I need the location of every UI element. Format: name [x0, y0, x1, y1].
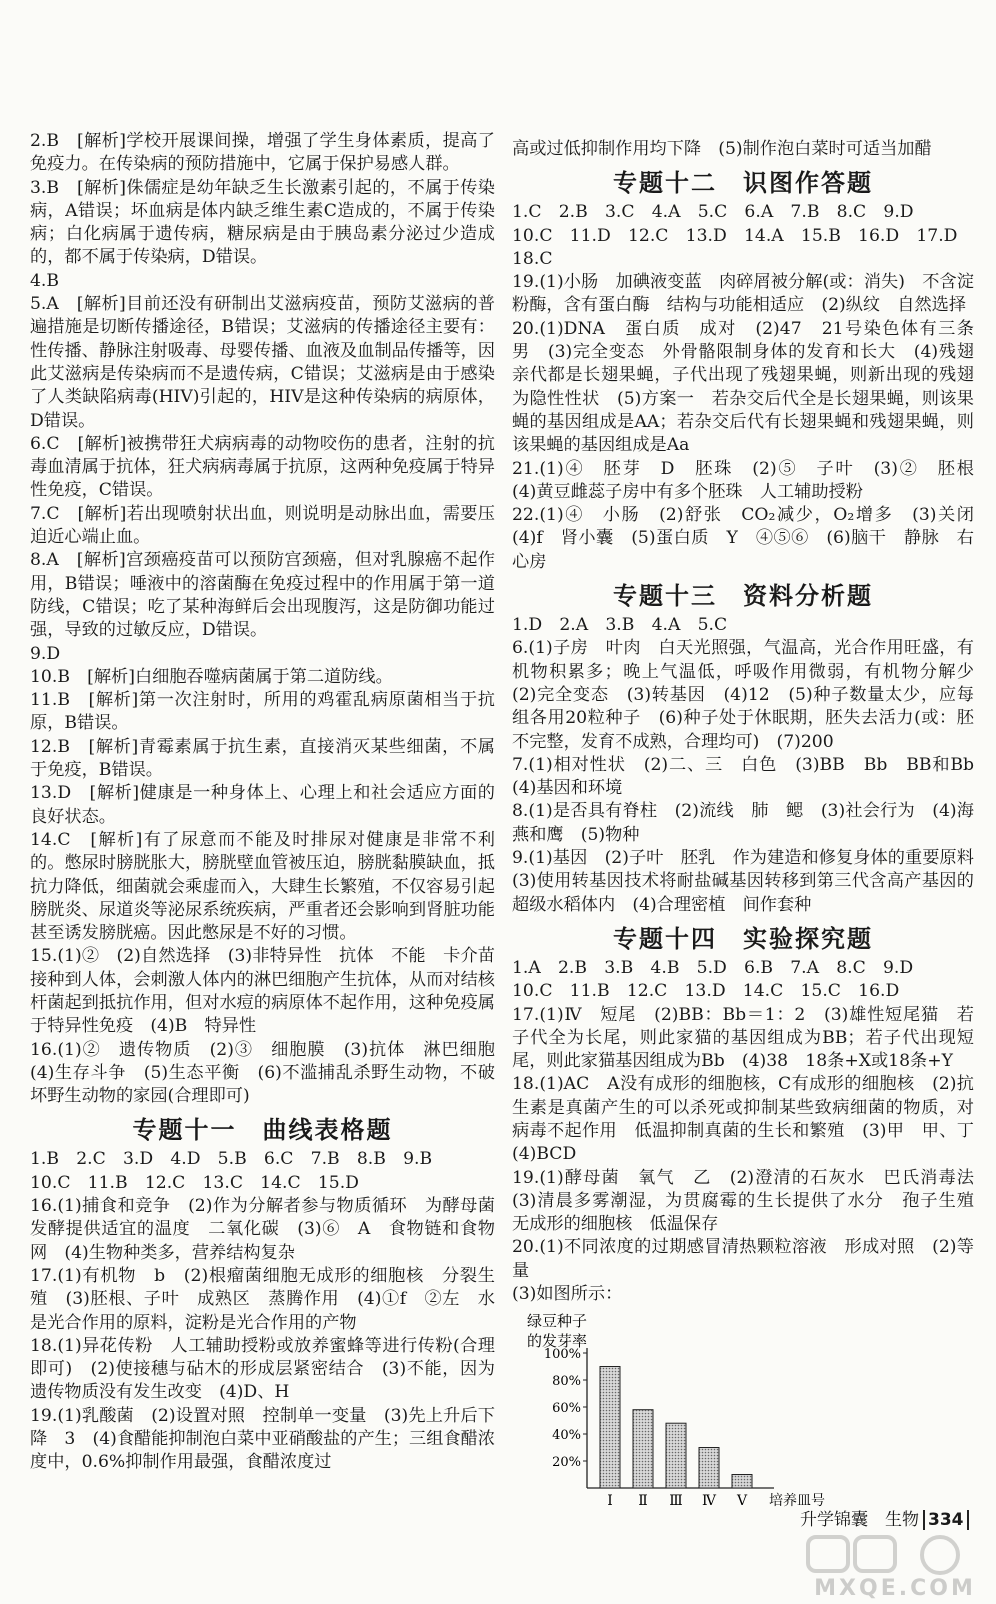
answer-item: 7.C [解析]若出现喷射状出血，则说明是动脉出血，需要压迫近心端止血。 [30, 503, 495, 548]
answer-item: 16.(1)捕食和竞争 (2)作为分解者参与物质循环 为酵母菌发酵提供适宜的温度 二氧化碳 (3)⑥ A 食物链和食物网 (4)生物种类多，营养结构复杂 [30, 1196, 495, 1263]
section-heading: 专题十二 识图作答题 [613, 169, 873, 198]
answer-item: 9.(1)基因 (2)子叶 胚乳 作为建造和修复身体的重要原料 (3)使用转基因技术将耐盐碱基因转移到第三代含高产基因的超级水稻体内 (4)合理密植 间作套种 [512, 848, 992, 915]
answer-item: 20.(1)DNA 蛋白质 成对 (2)47 21号染色体有三条 男 (3)完全变态 外骨骼限制身体的发育和长大 (4)残翅 亲代都是长翅果蝇，子代出现了残翅果蝇，则新出现的残翅为隐性性状 (5)方案一 若杂交后代全是长翅果蝇，则该果蝇的基因组成是AA；若杂交后代有长翅果蝇和残翅果蝇，则该果蝇的基因组成是Aa [512, 318, 992, 456]
answer-item: 6.(1)子房 叶肉 白天光照强，气温高，光合作用旺盛，有机物积累多；晚上气温低，呼吸作用微弱，有机物分解少 (2)完全变态 (3)转基因 (4)12 (5)种子数量太少，应每组各用20粒种子 (6)种子处于休眠期，胚失去活力(或：胚不完整，发育不成熟，合理均可) (7)200 [512, 638, 992, 752]
answer-item: 19.(1)小肠 加碘液变蓝 肉碎屑被分解(或：消失) 不含淀粉酶，含有蛋白酶 结构与功能相适应 (2)纵纹 自然选择 [512, 272, 974, 316]
answer-item: 21.(1)④ 胚芽 D 胚珠 (2)⑤ 子叶 (3)② 胚根 (4)黄豆雌蕊子房中有多个胚珠 人工辅助授粉 [512, 458, 992, 502]
y-tick-label: 80% [552, 1374, 581, 1390]
answer-item: 1.C 2.B 3.C 4.A 5.C 6.A 7.B 8.C 9.D [512, 202, 914, 223]
y-tick-label: 20% [552, 1455, 581, 1471]
answer-item: 7.(1)相对性状 (2)二、三 白色 (3)BB Bb BB和Bb (4)基因和环境 [512, 754, 992, 799]
section-heading: 专题十四 实验探究题 [613, 924, 873, 953]
answer-item: 高或过低抑制作用均下降 (5)制作泡白菜时可适当加醋 [512, 139, 932, 159]
answer-item: 13.D [解析]健康是一种身体上、心理上和社会适应方面的良好状态。 [30, 783, 495, 827]
answer-item: 19.(1)乳酸菌 (2)设置对照 控制单一变量 (3)先上升后下降 3 (4)食醋能抑制泡白菜中亚硝酸盐的产生；三组食醋浓度中，0.6%抑制作用最强，食醋浓度过 [30, 1405, 495, 1473]
y-axis-label-line2: 的发芽率 [526, 1332, 588, 1351]
answer-item: 19.(1)酵母菌 氧气 乙 (2)澄清的石灰水 巴氏消毒法 (3)清晨多雾潮湿，为贯腐霉的生长提供了水分 孢子生殖 无成形的细胞核 低温保存 [512, 1167, 992, 1235]
x-tick-label: Ⅴ [736, 1493, 748, 1510]
answer-item: 16.(1)② 遗传物质 (2)③ 细胞膜 (3)抗体 淋巴细胞 (4)生存斗争 (5)生态平衡 (6)不滥捕乱杀野生动物，不破坏野生动物的家园(合理即可) [30, 1039, 513, 1107]
answer-item: 5.A [解析]目前还没有研制出艾滋病疫苗，预防艾滋病的普遍措施是切断传播途径，B错误；艾滋病的传播途径主要有：性传播、静脉注射吸毒、母婴传播、血液及血制品传播等，因此艾滋病是传染病而不是遗传病，C错误；艾滋病是由于感染了人类缺陷病毒(HIV)引起的，HIV是这种传染病的病原体，D错误。 [30, 294, 495, 431]
answer-item: 20.(1)不同浓度的过期感冒清热颗粒溶液 形成对照 (2)等量 [512, 1237, 974, 1281]
germination-bar-chart [512, 1310, 974, 1510]
answer-item: 22.(1)④ 小肠 (2)舒张 CO₂减少，O₂增多 (3)关闭 (4)f 肾小囊 (5)蛋白质 Y ④⑤⑥ (6)脑干 静脉 右心房 [512, 505, 992, 572]
page-footer [800, 1505, 969, 1530]
answer-item: 11.B [解析]第一次注射时，所用的鸡霍乱病原菌相当于抗原，B错误。 [30, 690, 495, 734]
bar [633, 1410, 653, 1488]
answer-item: 18.(1)异花传粉 人工辅助授粉或放养蜜蜂等进行传粉(合理即可) (2)使接穗与砧木的形成层紧密结合 (3)不能，因为遗传物质没有发生改变 (4)D、H [30, 1335, 495, 1403]
answer-item: 18.C [512, 248, 553, 269]
answer-item: 8.(1)是否具有脊柱 (2)流线 肺 鳃 (3)社会行为 (4)海燕和鹰 (5)物种 [512, 801, 974, 845]
right-column [512, 138, 992, 1510]
answer-item: 10.B [解析]白细胞吞噬病菌属于第二道防线。 [30, 666, 393, 687]
answer-item: 4.B [30, 270, 60, 291]
chart-svg [512, 1310, 825, 1510]
answer-item: 1.B 2.C 3.D 4.D 5.B 6.C 7.B 8.B 9.B [30, 1149, 433, 1170]
answer-item: 2.B [解析]学校开展课间操，增强了学生身体素质，提高了免疫力。在传染病的预防措施中，它属于保护易感人群。 [30, 131, 495, 175]
bar [732, 1475, 752, 1489]
answer-item: 15.(1)② (2)自然选择 (3)非特异性 抗体 不能 卡介苗接种到人体，会刺激人体内的淋巴细胞产生抗体，从而对结核杆菌起到抵抗作用，但对水痘的病原体不起作用，这种免疫属于特异性免疫 (4)B 特异性 [30, 946, 495, 1037]
x-tick-label: Ⅲ [669, 1493, 683, 1510]
x-tick-label: Ⅱ [638, 1493, 648, 1510]
y-tick-label: 60% [552, 1401, 581, 1417]
footer-book-title: 升学锦囊 生物 [800, 1510, 919, 1530]
answer-item: 1.D 2.A 3.B 4.A 5.C [512, 615, 728, 636]
answer-item: 10.C 11.B 12.C 13.D 14.C 15.C 16.D [512, 981, 900, 1002]
bar [666, 1424, 686, 1489]
answer-item: 14.C [解析]有了尿意而不能及时排尿对健康是非常不利的。憋尿时膀胱胀大，膀胱壁血管被压迫，膀胱黏膜缺血，抵抗力降低，细菌就会乘虚而入，大肆生长繁殖，不仅容易引起膀胱炎、尿道炎等泌尿系统疾病，严重者还会影响到肾脏功能甚至诱发膀胱癌。因此憋尿是不好的习惯。 [30, 829, 495, 944]
answer-item: 18.(1)AC A没有成形的细胞核，C有成形的细胞核 (2)抗生素是真菌产生的可以杀死或抑制某些致病细菌的物质，对病毒不起作用 低温抑制真菌的生长和繁殖 (3)甲 甲、丁 (4)BCD [512, 1074, 992, 1165]
left-column [30, 130, 513, 1475]
bar [600, 1367, 620, 1489]
answer-item: 12.B [解析]青霉素属于抗生素，直接消灭某些细菌，不属于免疫，B错误。 [30, 736, 495, 781]
right-column-content [512, 138, 992, 1306]
answer-item: 17.(1)有机物 b (2)根瘤菌细胞无成形的细胞核 分裂生殖 (3)胚根、子叶 成熟区 蒸腾作用 (4)①f ②左 水是光合作用的原料，淀粉是光合作用的产物 [30, 1265, 495, 1333]
page-number: 334 [923, 1510, 969, 1530]
section-heading: 专题十三 资料分析题 [613, 582, 873, 611]
x-tick-label: Ⅰ [607, 1493, 613, 1510]
answer-item: 8.A [解析]宫颈癌疫苗可以预防宫颈癌，但对乳腺癌不起作用，B错误；唾液中的溶菌酶在免疫过程中的作用属于第一道防线，C错误；吃了某种海鲜后会出现腹泻，这是防御功能过强，导致的过敏反应，D错误。 [30, 550, 495, 641]
y-axis-label-line1: 绿豆种子 [526, 1312, 588, 1331]
answer-item: 10.C 11.D 12.C 13.D 14.A 15.B 16.D 17.D [512, 225, 958, 246]
watermark-graphic [800, 1535, 990, 1600]
answer-item: 10.C 11.B 12.C 13.C 14.C 15.D [30, 1172, 359, 1193]
answer-item: 6.C [解析]被携带狂犬病病毒的动物咬伤的患者，注射的抗毒血清属于抗体，狂犬病病毒属于抗原，这两种免疫属于特异性免疫，C错误。 [30, 433, 495, 501]
answer-item: 17.(1)Ⅳ 短尾 (2)BB：Bb＝1：2 (3)雄性短尾猫 若子代全为长尾，则此家猫的基因组成为BB；若子代出现短尾，则此家猫基因组成为Bb (4)38 18条+X或18条+Y [512, 1004, 974, 1072]
answer-item: 1.A 2.B 3.B 4.B 5.D 6.B 7.A 8.C 9.D [512, 957, 914, 978]
x-tick-label: Ⅳ [702, 1493, 716, 1510]
x-axis-label: 培养皿号 [769, 1493, 825, 1510]
answer-item: 9.D [30, 643, 61, 664]
y-tick-label: 40% [552, 1428, 581, 1444]
answer-item: 3.B [解析]侏儒症是幼年缺乏生长激素引起的，不属于传染病，A错误；坏血病是体内缺乏维生素C造成的，不属于传染病；白化病属于遗传病，糖尿病是由于胰岛素分泌过少造成的，都不属于传染病，D错误。 [30, 177, 495, 268]
answer-item: (3)如图所示： [512, 1284, 623, 1305]
watermark-logo [800, 1535, 990, 1600]
bar [699, 1448, 719, 1489]
section-heading: 专题十一 曲线表格题 [132, 1116, 393, 1145]
svg-text:MXQE.COM: MXQE.COM [814, 1576, 976, 1601]
y-tick-label: 100% [543, 1347, 581, 1363]
